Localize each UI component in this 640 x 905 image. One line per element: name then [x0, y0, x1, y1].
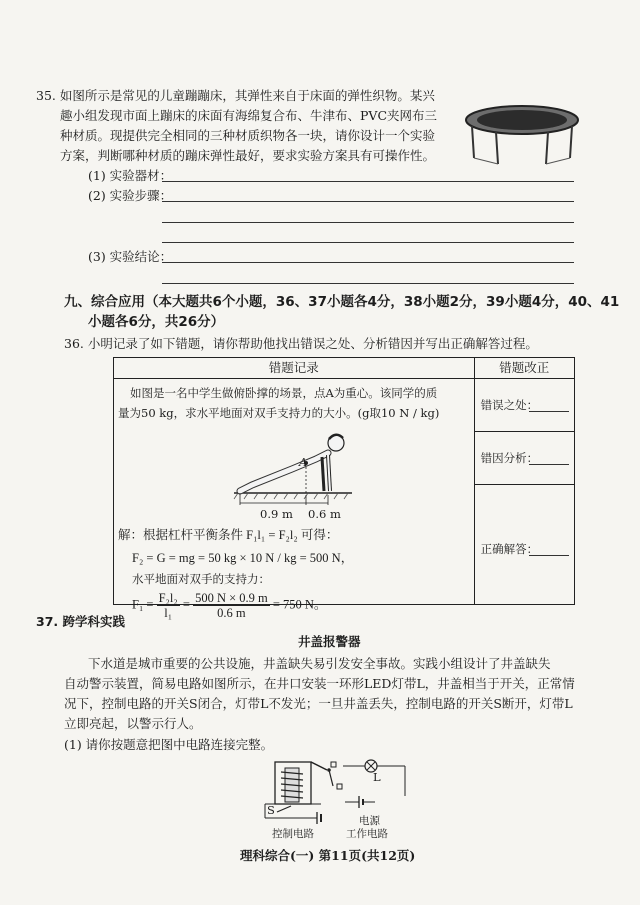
fig-length-0.9: 0.9 m: [260, 507, 293, 521]
table-head-record: 错题记录: [114, 358, 475, 379]
fix-cause-blank: [529, 464, 569, 465]
page-footer: 理科综合(一) 第11页(共12页): [240, 848, 416, 863]
q35-line-2: 趣小组发现市面上蹦床的床面有海绵复合布、牛津布、PVC夹网布三: [60, 108, 438, 123]
answer-line-conclusion-1: [162, 262, 574, 263]
answer-line-steps-2: [162, 222, 574, 223]
fraction-symbolic: [157, 591, 180, 620]
solution-line-3: 水平地面对双手的支持力：: [132, 572, 270, 586]
q35-line-1: 35. 如图所示是常见的儿童蹦蹦床，其弹性来自于床面的弹性织物。某兴: [36, 88, 435, 103]
fig-length-0.6: 0.6 m: [308, 507, 341, 521]
q37-title: 井盖报警器: [298, 634, 361, 649]
record-cell: [114, 379, 475, 620]
answer-line-steps-1: [162, 201, 574, 202]
fix-error-cell: [474, 379, 574, 432]
solution-line-2: F₂ = G = mg = 50 kg × 10 N / kg = 500 N，: [132, 551, 354, 565]
fix-correct-cell: [474, 485, 574, 605]
circuit-label-control: 控制电路: [272, 828, 314, 840]
q35-line-3: 种材质。现提供完全相同的三种材质织物各一块，请你设计一个实验: [60, 128, 436, 143]
answer-line-conclusion-2: [162, 283, 574, 284]
fix-correct-label: 正确解答：: [480, 542, 539, 556]
q37-subquestion-1: (1) 请你按题意把图中电路连接完整。: [64, 737, 274, 752]
fix-correct-blank: [529, 555, 569, 556]
fraction-symbolic-denominator: l₁: [164, 606, 173, 620]
pushup-figure: [232, 423, 362, 513]
circuit-label-switch-s: S: [267, 803, 275, 817]
answer-line-steps-3: [162, 242, 574, 243]
formula-result: = 750 N。: [272, 597, 327, 612]
q35-line-4: 方案，判断哪种材质的蹦床弹性最好，要求实验方案具有可操作性。: [60, 148, 436, 163]
problem-line-2: 量为50 kg，求水平地面对双手支持力的大小。(g取10 N / kg): [118, 406, 440, 420]
fraction-numeric-numerator: 500 N × 0.9 m: [195, 591, 268, 605]
q35-label-equipment: (1) 实验器材：: [88, 168, 173, 183]
circuit-label-power: 电源: [359, 815, 380, 827]
fix-error-blank: [529, 411, 569, 412]
circuit-label-lamp-l: L: [373, 770, 381, 784]
q37-paragraph-1: 下水道是城市重要的公共设施，井盖缺失易引发安全事故。实践小组设计了井盖缺失: [88, 656, 551, 671]
fraction-symbolic-numerator: F₂l₂: [158, 591, 178, 605]
trampoline-image: [462, 98, 582, 168]
q37-heading: 37. 跨学科实践: [36, 614, 125, 629]
fraction-numeric: [193, 591, 270, 620]
answer-line-equipment: [162, 181, 574, 182]
fix-cause-label: 错因分析：: [480, 451, 539, 465]
table-head-fix: 错题改正: [474, 358, 574, 379]
formula-lhs: F₁ =: [132, 597, 154, 612]
problem-line-1: 如图是一名中学生做俯卧撑的场景，点A为重心。该同学的质: [130, 386, 438, 400]
section-heading-line-1: 九、综合应用（本大题共6个小题，36、37小题各4分，38小题2分，39小题4分，40、41: [64, 294, 620, 310]
q37-paragraph-3: 况下，控制电路的开关S闭合，灯带L不发光；一旦井盖丢失，控制电路的开关S断开，灯带L: [64, 696, 573, 711]
circuit-diagram: [255, 756, 415, 826]
formula-equals: =: [182, 597, 190, 612]
q37-paragraph-4: 立即亮起，以警示行人。: [64, 716, 202, 731]
solution-formula: [132, 591, 326, 620]
fix-cause-cell: [474, 432, 574, 485]
q37-paragraph-2: 自动警示装置，简易电路如图所示，在井口安装一环形LED灯带L，井盖相当于开关，正常情: [64, 676, 575, 691]
q35-label-steps: (2) 实验步骤：: [88, 188, 173, 203]
error-record-table: [113, 357, 575, 620]
circuit-label-work: 工作电路: [346, 828, 388, 840]
fig-point-a: A: [299, 455, 308, 469]
fraction-numeric-denominator: 0.6 m: [217, 606, 246, 620]
section-heading-line-2: 小题各6分，共26分）: [88, 314, 225, 330]
q35-label-conclusion: (3) 实验结论：: [88, 249, 173, 264]
q36-intro: 36. 小明记录了如下错题，请你帮助他找出错误之处、分析错因并写出正确解答过程。: [64, 336, 538, 351]
fix-error-label: 错误之处：: [480, 398, 539, 412]
solution-line-1: 解：根据杠杆平衡条件 F₁l₁ = F₂l₂ 可得：: [118, 528, 339, 542]
